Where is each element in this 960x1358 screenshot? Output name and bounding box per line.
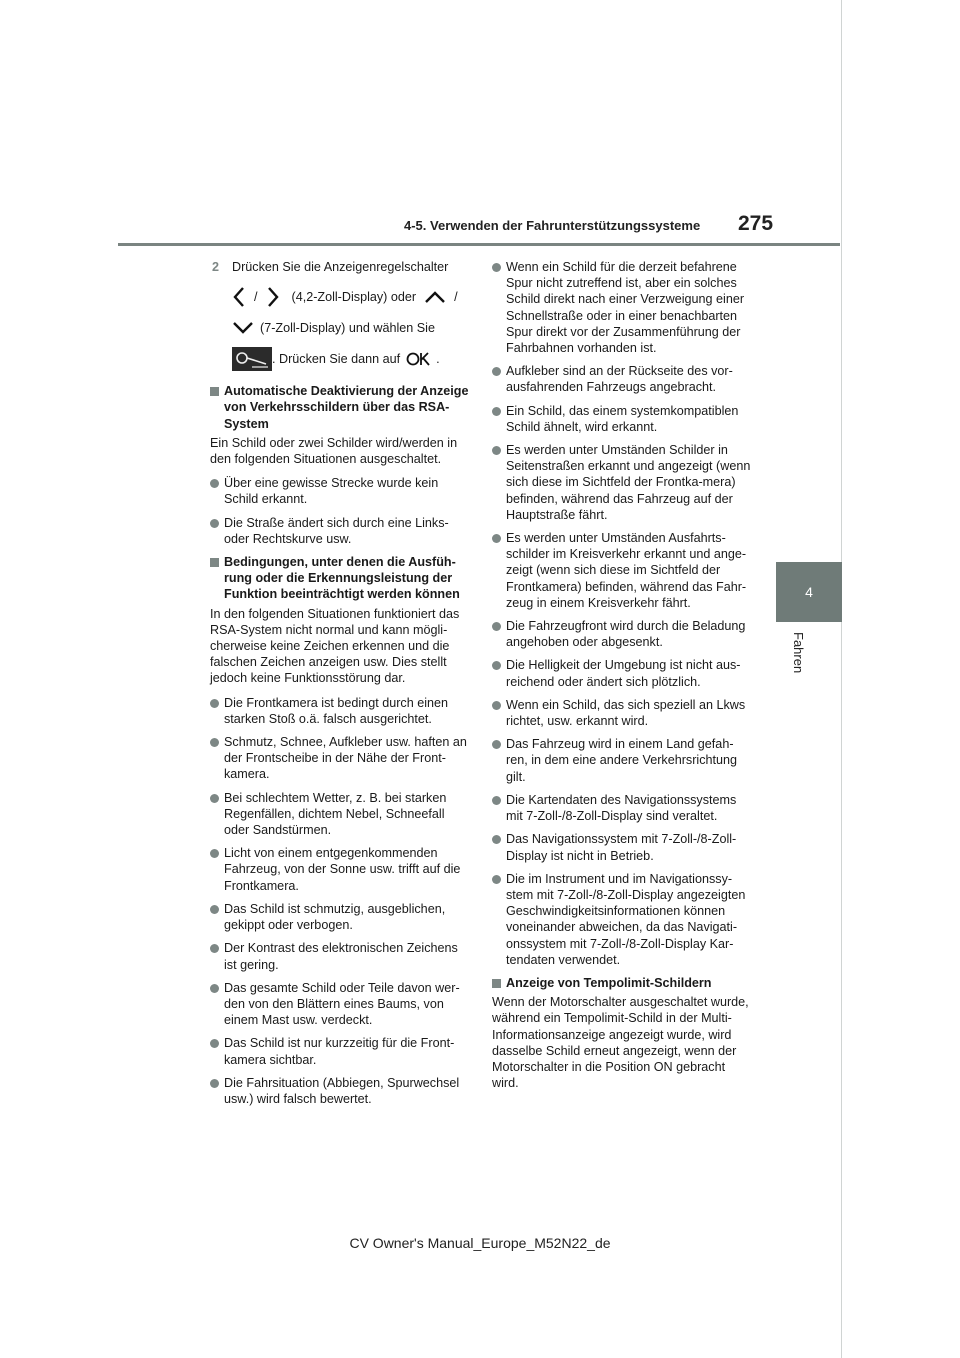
round-bullet-icon	[210, 984, 219, 993]
bullet-text: Die Straße ändert sich durch eine Links- oder Rechtskurve usw.	[224, 515, 449, 546]
bullet-item	[210, 734, 472, 783]
round-bullet-icon	[492, 701, 501, 710]
display-7-label: (7-Zoll-Display) und wählen Sie	[260, 321, 435, 336]
round-bullet-icon	[210, 794, 219, 803]
bullet-item	[492, 259, 754, 356]
bullet-text: Der Kontrast des elektronischen Zeichens ist gering.	[224, 941, 458, 972]
display-42-label: (4,2-Zoll-Display) oder	[291, 290, 417, 305]
section-heading-rsa-deactivation: Automatische Deaktivierung der Anzeige von Verkehrsschildern über das RSA-System	[210, 383, 472, 432]
bullet-item	[492, 363, 754, 395]
step-icon-line-3	[210, 345, 472, 373]
round-bullet-icon	[492, 407, 501, 416]
round-bullet-icon	[210, 1079, 219, 1088]
header-divider	[118, 243, 840, 246]
slash-separator-2: /	[454, 290, 458, 305]
round-bullet-icon	[492, 622, 501, 631]
bullet-item	[492, 618, 754, 650]
footer-text: CV Owner's Manual_Europe_M52N22_de	[349, 1235, 611, 1251]
bullet-text: Die Frontkamera ist bedingt durch einen starken Stoß o.ä. falsch ausgerichtet.	[224, 695, 449, 726]
bullet-item	[210, 1035, 472, 1067]
bullet-item	[210, 475, 472, 507]
round-bullet-icon	[210, 519, 219, 528]
bullet-text: Die Kartendaten des Navigationssystems mit 7-Zoll-/8-Zoll-Display sind veraltet.	[506, 792, 737, 824]
bullet-item	[210, 901, 472, 933]
round-bullet-icon	[492, 740, 501, 749]
square-bullet-icon	[210, 387, 219, 396]
round-bullet-icon	[492, 835, 501, 844]
bullet-item	[492, 871, 754, 968]
slash-separator: /	[254, 290, 258, 305]
bullet-text: Licht von einem entgegenkommenden Fahrzeug, von der Sonne usw. trifft auf die Frontkamera.	[224, 846, 461, 893]
step-2	[210, 259, 472, 275]
bullet-item	[492, 792, 754, 824]
round-bullet-icon	[210, 905, 219, 914]
bullet-text: Schmutz, Schnee, Aufkleber usw. haften an der Frontscheibe in der Nähe der Front-kamera.	[224, 735, 467, 782]
bullet-text: Die Fahrsituation (Abbiegen, Spurwechsel usw.) wird falsch bewertet.	[224, 1075, 460, 1106]
bullet-text: Über eine gewisse Strecke wurde kein Schild erkannt.	[224, 476, 439, 507]
step-icon-line-1	[210, 283, 472, 311]
round-bullet-icon	[492, 796, 501, 805]
bullet-item	[492, 442, 754, 523]
chapter-tab: 4	[776, 562, 842, 622]
round-bullet-icon	[492, 875, 501, 884]
bullet-text: Das Fahrzeug wird in einem Land gefah-ren, in dem eine andere Verkehrsrichtung gilt.	[506, 737, 738, 784]
square-bullet-icon	[210, 558, 219, 567]
chevron-down-icon	[232, 321, 254, 335]
round-bullet-icon	[210, 479, 219, 488]
section-heading-conditions: Bedingungen, unter denen die Ausfüh-rung oder die Erkennungsleistung der Funktion beeinträchtigt werden können	[210, 554, 472, 603]
round-bullet-icon	[210, 849, 219, 858]
bullet-item	[492, 403, 754, 435]
round-bullet-icon	[210, 944, 219, 953]
page-number: 275	[738, 212, 774, 235]
left-column	[210, 259, 472, 1114]
chevron-left-icon	[232, 286, 246, 308]
square-bullet-icon	[492, 979, 501, 988]
ok-button-icon	[406, 351, 432, 367]
bullet-text: Aufkleber sind an der Rückseite des vor-ausfahrenden Fahrzeugs angebracht.	[506, 364, 733, 395]
bullet-item	[210, 1075, 472, 1107]
section-intro: In den folgenden Situationen funktioniert das RSA-System nicht normal und kann mögli-cherweise keine Zeichen erkennen und die falschen Zeichen anzeigen usw. Dies stellt jedoch keine Funktionsstörung dar.	[210, 606, 460, 686]
bullet-text: Wenn ein Schild für die derzeit befahrene Spur nicht zutreffend ist, aber ein solches Schild direkt nach einer Verzweigung einer Schnellstraße oder in einer benachbarten Spur direkt vor der Zusammenführung der Fahrbahnen vorhanden ist.	[506, 260, 745, 356]
round-bullet-icon	[492, 534, 501, 543]
bullet-text: Das Schild ist schmutzig, ausgeblichen, gekippt oder verbogen.	[224, 901, 446, 933]
bullet-item	[210, 695, 472, 727]
bullet-item	[492, 530, 754, 611]
chevron-up-icon	[424, 290, 446, 304]
bullet-item	[210, 845, 472, 894]
step-number: 2	[212, 260, 220, 274]
press-ok-text: . Drücken Sie dann auf	[272, 352, 401, 367]
step-text: Drücken Sie die Anzeigenregelschalter	[232, 260, 449, 274]
bullet-item	[210, 790, 472, 839]
bullet-text: Das Navigationssystem mit 7-Zoll-/8-Zoll-Display ist nicht in Betrieb.	[506, 832, 737, 863]
round-bullet-icon	[492, 367, 501, 376]
bullet-item	[492, 697, 754, 729]
bullet-text: Wenn ein Schild, das sich speziell an Lkws richtet, usw. erkannt wird.	[506, 697, 746, 729]
rsa-camera-icon	[232, 347, 272, 371]
bullet-item	[210, 515, 472, 547]
chevron-right-icon	[266, 286, 280, 308]
bullet-text: Die Fahrzeugfront wird durch die Beladung angehoben oder abgesenkt.	[506, 619, 746, 650]
step-end-dot: .	[436, 352, 440, 367]
section-text: Wenn der Motorschalter ausgeschaltet wurde, während ein Tempolimit-Schild in der Multi-Informationsanzeige angezeigt wurde, wird dasselbe Schild erneut angezeigt, wenn der Motorschalter in die Position ON gebracht wird.	[492, 995, 749, 1091]
section-intro: Ein Schild oder zwei Schilder wird/werden in den folgenden Situationen ausgeschaltet.	[210, 435, 458, 467]
round-bullet-icon	[492, 661, 501, 670]
bullet-item	[492, 831, 754, 863]
round-bullet-icon	[492, 446, 501, 455]
bullet-text: Ein Schild, das einem systemkompatiblen Schild ähnelt, wird erkannt.	[506, 403, 739, 434]
bullet-item	[492, 657, 754, 689]
bullet-text: Die Helligkeit der Umgebung ist nicht aus-reichend oder ändert sich plötzlich.	[506, 658, 741, 689]
round-bullet-icon	[210, 699, 219, 708]
bullet-text: Das Schild ist nur kurzzeitig für die Front-kamera sichtbar.	[224, 1036, 455, 1067]
round-bullet-icon	[492, 263, 501, 272]
bullet-text: Die im Instrument und im Navigationssy-stem mit 7-Zoll-/8-Zoll-Display angezeigten Geschwindigkeitsinformationen können voneinander abweichen, da das Navigati-onssystem mit 7-Zoll-/8-Zoll-Display Kar-tendaten verwendet.	[506, 871, 746, 967]
bullet-text: Es werden unter Umständen Schilder in Seitenstraßen erkannt und angezeigt (wenn sich diese im Sichtfeld der Frontka-mera) befinden, während das Fahrzeug auf der Hauptstraße fährt.	[506, 443, 751, 522]
side-divider	[841, 0, 842, 1358]
round-bullet-icon	[210, 1039, 219, 1048]
bullet-item	[210, 980, 472, 1029]
bullet-text: Das gesamte Schild oder Teile davon wer-den von den Blättern eines Baums, von einem Mast usw. verdeckt.	[224, 980, 460, 1028]
right-column	[492, 259, 754, 1099]
bullet-text: Bei schlechtem Wetter, z. B. bei starken Regenfällen, dichtem Nebel, Schneefall oder Sandstürmen.	[224, 790, 447, 838]
bullet-item	[210, 940, 472, 972]
bullet-item	[492, 736, 754, 785]
section-title: 4-5. Verwenden der Fahrunterstützungssysteme	[404, 218, 701, 233]
bullet-text: Es werden unter Umständen Ausfahrts-schilder im Kreisverkehr erkannt und ange-zeigt (wenn sich diese im Sichtfeld der Frontkamera) befinden, während das Fahr-zeug in einem Kreisverkehr fährt.	[506, 531, 747, 610]
chapter-label: Fahren	[791, 632, 806, 674]
round-bullet-icon	[210, 738, 219, 747]
step-icon-line-2	[210, 314, 472, 342]
section-heading-speed-limit: Anzeige von Tempolimit-Schildern	[492, 975, 754, 991]
